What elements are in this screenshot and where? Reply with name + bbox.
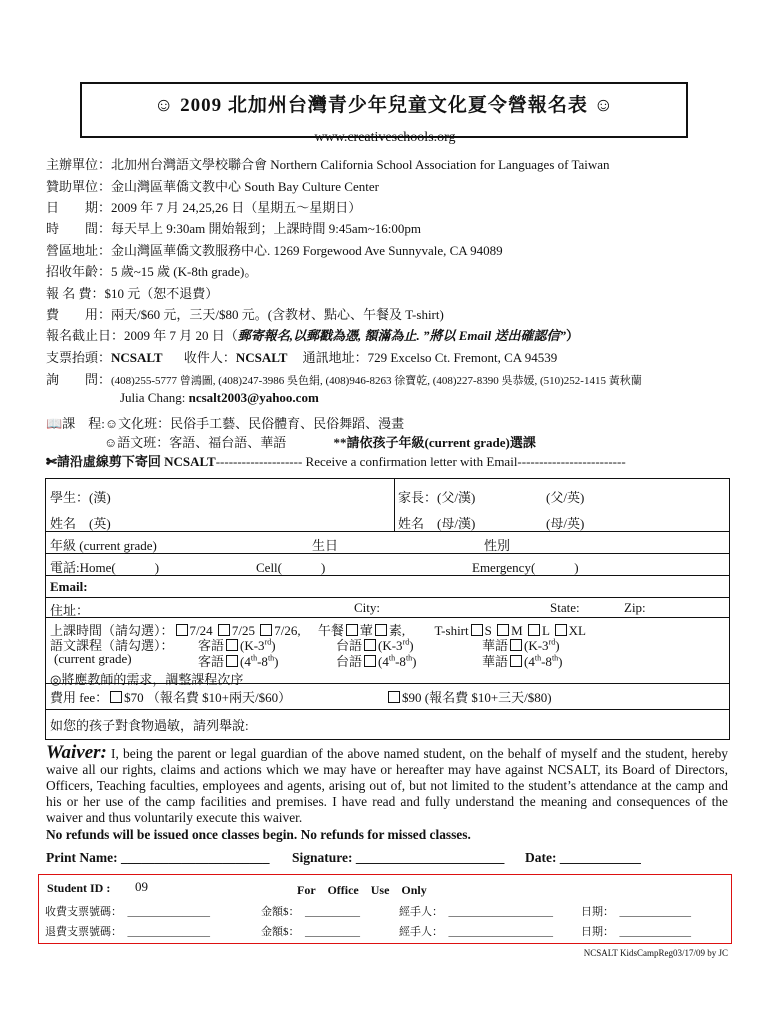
info-cost: 費 用：兩天/$60 元，三天/$80 元。(含教材、點心、午餐及 T-shirt) (46, 307, 444, 322)
fee-label: 費用 fee： (50, 690, 109, 705)
language-course-label: 語文課程（請勾選）： (50, 638, 174, 653)
sup: th (551, 653, 559, 663)
paren: ) (558, 654, 563, 669)
taiwanese-label: 台語 (336, 654, 363, 669)
payment-info (46, 347, 557, 366)
contact-phones: (408)255-5777 曾鴻圖, (408)247-3986 吳色絹, (408)946-8263 徐寶乾, (408)227-8390 吳恭媛, (510)252-1415 黃秋蘭 (111, 375, 642, 387)
size-label: M (511, 623, 523, 638)
checkbox-fee-70[interactable] (110, 691, 122, 703)
zip-field[interactable]: Zip: (624, 600, 646, 615)
deadline-note: 郵寄報名,以郵戳為憑, 額滿為止. ”將以 Email 送出確認信” (237, 328, 567, 343)
class-time-label: 上課時間（請勾選）： (50, 623, 174, 638)
row-sep (46, 683, 729, 684)
sup: rd (548, 637, 556, 647)
date-field[interactable]: Date: ____________ (525, 850, 641, 865)
sup: th (388, 653, 396, 663)
grade-field[interactable]: 年級 (current grade) (50, 538, 157, 553)
city-field[interactable]: City: (354, 600, 381, 615)
student-id-label: Student ID : (47, 881, 111, 895)
address-field[interactable]: 住址： (50, 603, 90, 618)
fee-90-label: $90 (報名費 $10+三天/$80) (402, 690, 552, 705)
grade-48-label: (4 (378, 654, 389, 669)
cell-phone-field[interactable]: Cell( ) (256, 560, 326, 575)
grade-note: (current grade) (54, 651, 132, 666)
mandarin-label: 華語 (482, 654, 509, 669)
student-name-en-field[interactable]: 姓名 (英) (50, 516, 111, 531)
sup: rd (402, 637, 410, 647)
grade-48-label: -8 (541, 654, 552, 669)
office-use-label: For Office Use Only (297, 883, 427, 897)
veg-label: 素, (388, 623, 406, 638)
checkbox-hakka-k3[interactable] (226, 639, 238, 651)
sup: th (267, 653, 275, 663)
size-label: S (484, 623, 492, 638)
waiver-title: Waiver: (46, 742, 107, 763)
taiwanese-label: 台語 (336, 638, 363, 653)
mother-name-en-field[interactable]: (母/英) (546, 516, 585, 531)
checkbox-0724[interactable] (176, 624, 188, 636)
mandarin-label: 華語 (482, 638, 509, 653)
sup: rd (264, 637, 272, 647)
sup: th (534, 653, 542, 663)
checkbox-hakka-48[interactable] (226, 655, 238, 667)
payment-date-field[interactable]: 日期： _____________ (581, 906, 691, 918)
book-icon: 📖 (46, 416, 63, 431)
checkbox-taiwanese-k3[interactable] (364, 639, 376, 651)
info-reg-fee: 報 名 費：$10 元（恕不退費） (46, 286, 219, 301)
checkbox-taiwanese-48[interactable] (364, 655, 376, 667)
signature-field[interactable]: Signature: ______________________ (292, 850, 505, 865)
culture-icon: ☺ (104, 416, 119, 431)
refund-handler-field[interactable]: 經手人： ___________________ (399, 926, 553, 938)
date-label: 7/25 (231, 623, 256, 638)
course-culture-text: 文化班：民俗手工藝、民俗體育、民俗舞蹈、漫畫 (118, 416, 405, 431)
student-name-cn-field[interactable]: 學生：(漢) (50, 490, 111, 505)
sup: th (250, 653, 258, 663)
deadline-close: ） (566, 328, 580, 343)
fee-70-label: $70 （報名費 $10+兩天/$60） (124, 690, 292, 705)
lunch-label: 午餐 (317, 623, 344, 638)
hakka-48 (198, 651, 279, 670)
grade-48-label: (4 (240, 654, 251, 669)
paren: ) (409, 638, 414, 653)
paren: ) (274, 654, 279, 669)
mother-name-cn-field[interactable]: 姓名 (母/漢) (398, 516, 476, 531)
check-payable-label: 支票抬頭： (46, 350, 112, 365)
waiver-body: I, being the parent or legal guardian of the above named student, on the behalf of myself and the student, hereby waive all our rights, claims and actions which we may have or hereafter may have against NCSALT, its Board of Directors, Officers, Teaching faculties, employees and agents, arising out of, but not limited to the student’s attendance at the camp and his or her use of the camp facilities and premises. I have read and fully understand the meaning and consequences of the waiver and thus voluntarily execute this waiver. (46, 746, 728, 825)
birthday-field[interactable]: 生日 (312, 538, 339, 553)
taiwanese-48 (336, 651, 417, 670)
home-phone-field[interactable]: 電話:Home( ) (50, 560, 160, 575)
size-label: XL (568, 623, 586, 638)
grade-k3-label: (K-3 (524, 638, 549, 653)
contact-name: Julia Chang: (120, 390, 186, 405)
paren: ) (412, 654, 417, 669)
course-culture (46, 413, 404, 432)
allergy-field[interactable]: 如您的孩子對食物過敏，請列舉說: (50, 718, 249, 733)
row-sep (46, 709, 729, 710)
footer-version: NCSALT KidsCampReg03/17/09 by JC (583, 948, 728, 958)
info-date: 日 期：2009 年 7 月 24,25,26 日（星期五～星期日） (46, 200, 362, 215)
grade-48-label: (4 (524, 654, 535, 669)
course-label: 課 程: (62, 416, 105, 431)
paren: ) (555, 638, 560, 653)
office-use-box (38, 874, 732, 944)
fee-90-row (386, 687, 552, 706)
paren: ) (271, 638, 276, 653)
emergency-phone-field[interactable]: Emergency( ) (472, 560, 579, 575)
contact-label: 詢 問： (46, 372, 112, 387)
info-address: 營區地址：金山灣區華僑文教服務中心. 1269 Forgewood Ave Sunnyvale, CA 94089 (46, 243, 503, 258)
form-title: ☺ 2009 北加州台灣青少年兒童文化夏令營報名表 ☺ (153, 95, 615, 116)
cut-dashes: -------------------- Receive a confirmation letter with Email------------------------- (215, 454, 626, 469)
row-sep (46, 553, 729, 554)
payment-check-field[interactable]: 收費支票號碼： _______________ (45, 906, 210, 918)
info-sponsor: 贊助單位：金山灣區華僑文教中心 South Bay Culture Center (46, 179, 379, 194)
form-divider (394, 479, 395, 531)
row-sep (46, 597, 729, 598)
father-name-en-field[interactable]: (父/英) (546, 490, 585, 505)
row-sep (46, 531, 729, 532)
fee-row (50, 687, 291, 706)
meat-label: 葷 (359, 623, 373, 638)
teacher-note: ◎將應教師的需求，調整課程次序 (50, 672, 244, 687)
deadline-label: 報名截止日：2009 年 7 月 20 日（ (46, 328, 238, 343)
scissors-icon: ✄ (46, 454, 57, 469)
row-sep (46, 575, 729, 576)
refund-policy: No refunds will be issued once classes begin. No refunds for missed classes. (46, 827, 471, 842)
state-field[interactable]: State: (550, 600, 580, 615)
mandarin-48 (482, 651, 563, 670)
student-id-value[interactable]: 09 (135, 879, 148, 894)
recipient-value: NCSALT (235, 350, 288, 365)
checkbox-size-s[interactable] (471, 624, 483, 636)
contact-email-line (120, 390, 319, 406)
refund-amount-field[interactable]: 金額$： __________ (261, 926, 360, 938)
refund-check-field[interactable]: 退費支票號碼： _______________ (45, 926, 210, 938)
course-note: **請依孩子年級(current grade)選課 (333, 435, 536, 450)
language-icon: ☺ (104, 435, 118, 450)
course-language (104, 432, 536, 451)
info-organizer: 主辦單位：北加州台灣語文學校聯合會 Northern California School Association for Languages of Taiwan (46, 157, 610, 172)
checkbox-mandarin-48[interactable] (510, 655, 522, 667)
row-sep (46, 617, 729, 618)
grade-48-label: -8 (395, 654, 406, 669)
hakka-label: 客語 (198, 654, 225, 669)
grade-48-label: -8 (257, 654, 268, 669)
registration-form (45, 478, 730, 740)
contact-info (46, 369, 642, 388)
print-name-field[interactable]: Print Name: ______________________ (46, 850, 270, 865)
cut-label: 請沿虛線剪下寄回 NCSALT (56, 454, 216, 469)
deadline (46, 325, 579, 344)
recipient-label: 收件人： (183, 350, 236, 365)
tshirt-label: T-shirt (434, 623, 469, 638)
date-label: 7/24 (189, 623, 213, 638)
mailing-address: 通訊地址：729 Excelso Ct. Fremont, CA 94539 (302, 350, 558, 365)
check-payable-value: NCSALT (111, 350, 163, 365)
grade-k3-label: (K-3 (378, 638, 403, 653)
contact-email[interactable]: ncsalt2003@yahoo.com (188, 390, 319, 405)
gender-field[interactable]: 性別 (484, 538, 511, 553)
course-language-text: 語文班：客語、福台語、華語 (117, 435, 287, 450)
father-name-cn-field[interactable]: 家長：(父/漢) (398, 490, 476, 505)
payment-handler-field[interactable]: 經手人： ___________________ (399, 906, 553, 918)
hakka-label: 客語 (198, 638, 225, 653)
checkbox-mandarin-k3[interactable] (510, 639, 522, 651)
grade-k3-label: (K-3 (240, 638, 265, 653)
date-label: 7/26, (274, 623, 301, 638)
email-field[interactable]: Email: (50, 579, 88, 594)
website-link[interactable]: www.creativeschools.org (314, 130, 456, 145)
waiver-text (46, 742, 728, 843)
refund-date-field[interactable]: 日期： _____________ (581, 926, 691, 938)
cut-line (46, 451, 626, 470)
info-time: 時 間：每天早上 9:30am 開始報到；上課時間 9:45am~16:00pm (46, 221, 421, 236)
info-age: 招收年齡：5 歲~15 歲 (K-8th grade)。 (46, 264, 258, 279)
checkbox-fee-90[interactable] (388, 691, 400, 703)
size-label: L (541, 623, 550, 638)
sup: th (405, 653, 413, 663)
payment-amount-field[interactable]: 金額$： __________ (261, 906, 360, 918)
